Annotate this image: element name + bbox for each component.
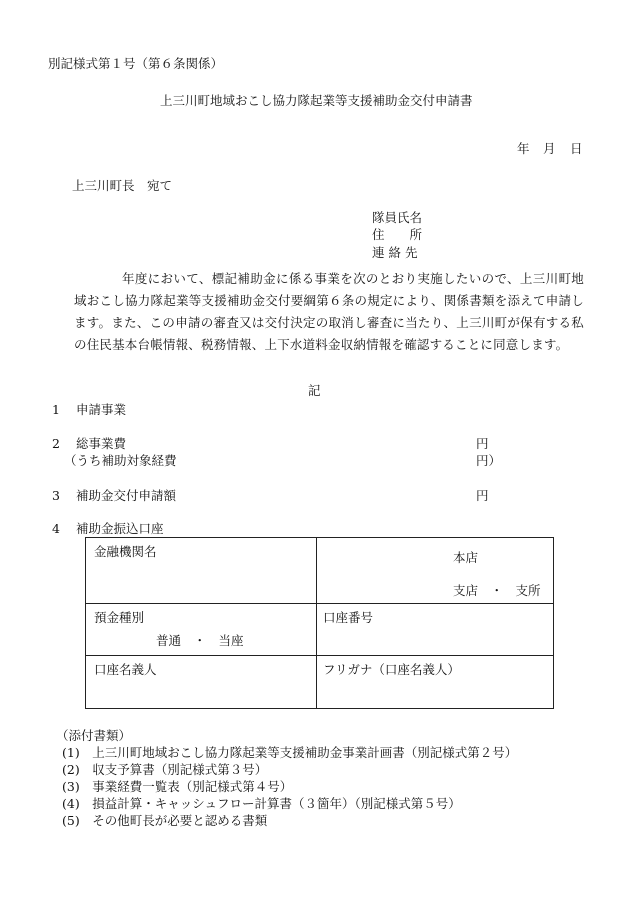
institution-cell[interactable]	[86, 538, 317, 604]
item3-number: 3	[52, 488, 60, 503]
item2-sub-label: （うち補助対象経費	[64, 453, 177, 468]
item2-sub-unit: 円）	[476, 453, 502, 468]
attachment-item: (2) 収支予算書（別記様式第３号）	[62, 762, 268, 777]
item1-label: 申請事業	[76, 402, 127, 417]
holder-label: 口座名義人	[94, 662, 157, 677]
applicant-address-label: 住 所	[372, 227, 423, 242]
honten-label: 本店	[453, 550, 479, 565]
date-month: 月	[543, 141, 556, 156]
deposit-type-cell[interactable]	[86, 604, 317, 656]
institution-label: 金融機関名	[94, 544, 157, 559]
attachment-item: (5) その他町長が必要と認める書類	[62, 813, 268, 828]
page-title: 上三川町地域おこし協力隊起業等支援補助金交付申請書	[160, 93, 473, 108]
account-number-cell[interactable]	[317, 604, 554, 656]
date-day: 日	[570, 141, 583, 156]
attachment-item: (4) 損益計算・キャッシュフロー計算書（３箇年）（別記様式第５号）	[62, 796, 461, 811]
item2-unit: 円	[476, 436, 489, 451]
applicant-contact-label: 連 絡 先	[372, 245, 418, 260]
deposit-options: 普通 ・ 当座	[156, 633, 244, 648]
deposit-type-label: 預金種別	[94, 610, 145, 625]
item1-number: 1	[52, 402, 60, 417]
item3-label: 補助金交付申請額	[76, 488, 177, 503]
form-id: 別記様式第１号（第６条関係）	[48, 56, 224, 71]
item2-number: 2	[52, 436, 60, 451]
item4-number: 4	[52, 521, 60, 536]
shiten-label: 支店 ・ 支所	[453, 583, 541, 598]
body-paragraph: 年度において、標記補助金に係る事業を次のとおり実施したいので、上三川町地域おこし協力隊起業等支援補助金交付要綱第６条の規定により、関係書類を添えて申請します。また、この申請の審査又は交付決定の取消し審査に当たり、上三川町が保有する私の住民基本台帳情報、税務情報、上下水道料金収納情報を確認することに同意します。	[74, 271, 584, 352]
branch-cell[interactable]	[317, 538, 554, 604]
addressee: 上三川町長 宛て	[72, 178, 173, 193]
attachment-item: (1) 上三川町地域おこし協力隊起業等支援補助金事業計画書（別記様式第２号）	[62, 745, 518, 760]
holder-cell[interactable]	[86, 656, 317, 709]
furigana-label: フリガナ（口座名義人）	[323, 662, 460, 677]
furigana-cell[interactable]	[317, 656, 554, 709]
attachment-item: (3) 事業経費一覧表（別記様式第４号）	[62, 779, 293, 794]
item3-unit: 円	[476, 488, 489, 503]
date-year: 年	[517, 141, 530, 156]
item2-label: 総事業費	[76, 436, 127, 451]
ki-heading: 記	[308, 383, 321, 398]
account-number-label: 口座番号	[323, 610, 374, 625]
item4-label: 補助金振込口座	[76, 521, 164, 536]
bank-account-table	[85, 537, 554, 709]
applicant-name-label: 隊員氏名	[372, 210, 423, 225]
attachments-heading: （添付書類）	[56, 728, 132, 743]
